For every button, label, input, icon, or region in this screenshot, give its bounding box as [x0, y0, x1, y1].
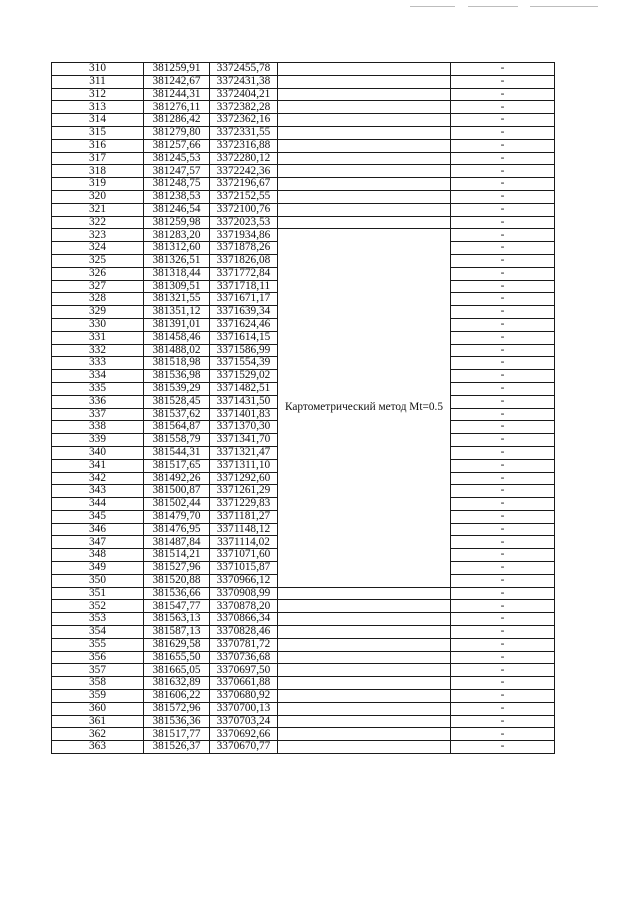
- coord-y: 3371071,60: [210, 549, 278, 562]
- point-number: 333: [52, 357, 144, 370]
- coord-y: 3371311,10: [210, 459, 278, 472]
- coord-y: 3372023,53: [210, 216, 278, 229]
- note-cell: -: [451, 549, 555, 562]
- note-cell: -: [451, 63, 555, 76]
- coord-y: 3370692,66: [210, 728, 278, 741]
- coord-y: 3370781,72: [210, 638, 278, 651]
- point-number: 318: [52, 165, 144, 178]
- note-cell: -: [451, 88, 555, 101]
- note-cell: -: [451, 75, 555, 88]
- coord-y: 3370878,20: [210, 600, 278, 613]
- coord-y: 3371261,29: [210, 485, 278, 498]
- coord-x: 381536,66: [144, 587, 210, 600]
- coord-x: 381283,20: [144, 229, 210, 242]
- point-number: 345: [52, 510, 144, 523]
- method-empty-cell: [278, 178, 451, 191]
- coord-x: 381244,31: [144, 88, 210, 101]
- coord-y: 3371341,70: [210, 434, 278, 447]
- note-cell: -: [451, 370, 555, 383]
- point-number: 315: [52, 126, 144, 139]
- coord-x: 381558,79: [144, 434, 210, 447]
- coord-y: 3371015,87: [210, 562, 278, 575]
- method-empty-cell: [278, 587, 451, 600]
- coord-x: 381526,37: [144, 741, 210, 754]
- coord-x: 381492,26: [144, 472, 210, 485]
- table-row: [52, 216, 555, 229]
- table-row: [52, 600, 555, 613]
- point-number: 361: [52, 715, 144, 728]
- coord-x: 381528,45: [144, 395, 210, 408]
- method-empty-cell: [278, 216, 451, 229]
- point-number: 321: [52, 203, 144, 216]
- coord-y: 3372100,76: [210, 203, 278, 216]
- coord-y: 3371826,08: [210, 254, 278, 267]
- coord-x: 381520,88: [144, 574, 210, 587]
- table-row: [52, 702, 555, 715]
- point-number: 356: [52, 651, 144, 664]
- table-row: [52, 651, 555, 664]
- point-number: 362: [52, 728, 144, 741]
- table-row: [52, 715, 555, 728]
- note-cell: -: [451, 254, 555, 267]
- coord-y: 3372455,78: [210, 63, 278, 76]
- method-empty-cell: [278, 75, 451, 88]
- coord-y: 3371148,12: [210, 523, 278, 536]
- coord-y: 3372331,55: [210, 126, 278, 139]
- table-row: [52, 63, 555, 76]
- coord-x: 381248,75: [144, 178, 210, 191]
- note-cell: -: [451, 114, 555, 127]
- method-empty-cell: [278, 690, 451, 703]
- method-empty-cell: [278, 126, 451, 139]
- point-number: 344: [52, 498, 144, 511]
- point-number: 343: [52, 485, 144, 498]
- coord-x: 381351,12: [144, 306, 210, 319]
- coord-y: 3371772,84: [210, 267, 278, 280]
- method-empty-cell: [278, 613, 451, 626]
- coord-y: 3371431,50: [210, 395, 278, 408]
- point-number: 349: [52, 562, 144, 575]
- note-cell: -: [451, 421, 555, 434]
- coord-x: 381632,89: [144, 677, 210, 690]
- note-cell: -: [451, 715, 555, 728]
- table-row: [52, 114, 555, 127]
- coord-y: 3372316,88: [210, 139, 278, 152]
- coord-x: 381286,42: [144, 114, 210, 127]
- note-cell: -: [451, 152, 555, 165]
- coord-y: 3371614,15: [210, 331, 278, 344]
- coord-y: 3372152,55: [210, 190, 278, 203]
- point-number: 331: [52, 331, 144, 344]
- note-cell: -: [451, 306, 555, 319]
- method-empty-cell: [278, 664, 451, 677]
- coord-x: 381518,98: [144, 357, 210, 370]
- note-cell: -: [451, 498, 555, 511]
- note-cell: -: [451, 677, 555, 690]
- point-number: 346: [52, 523, 144, 536]
- coord-y: 3370680,92: [210, 690, 278, 703]
- point-number: 312: [52, 88, 144, 101]
- point-number: 334: [52, 370, 144, 383]
- coord-y: 3371878,26: [210, 242, 278, 255]
- point-number: 330: [52, 318, 144, 331]
- coord-x: 381259,91: [144, 63, 210, 76]
- coord-y: 3371554,39: [210, 357, 278, 370]
- point-number: 341: [52, 459, 144, 472]
- method-empty-cell: [278, 638, 451, 651]
- point-number: 323: [52, 229, 144, 242]
- note-cell: -: [451, 357, 555, 370]
- table-row: [52, 690, 555, 703]
- note-cell: -: [451, 318, 555, 331]
- note-cell: -: [451, 702, 555, 715]
- coord-x: 381564,87: [144, 421, 210, 434]
- point-number: 357: [52, 664, 144, 677]
- note-cell: -: [451, 139, 555, 152]
- method-empty-cell: [278, 190, 451, 203]
- method-empty-cell: [278, 88, 451, 101]
- method-empty-cell: [278, 63, 451, 76]
- coord-x: 381238,53: [144, 190, 210, 203]
- coord-y: 3371229,83: [210, 498, 278, 511]
- coord-y: 3372362,16: [210, 114, 278, 127]
- coordinates-table: [51, 62, 555, 754]
- coord-y: 3370966,12: [210, 574, 278, 587]
- point-number: 320: [52, 190, 144, 203]
- table-row: [52, 728, 555, 741]
- point-number: 339: [52, 434, 144, 447]
- point-number: 355: [52, 638, 144, 651]
- note-cell: -: [451, 664, 555, 677]
- coord-x: 381318,44: [144, 267, 210, 280]
- point-number: 348: [52, 549, 144, 562]
- note-cell: -: [451, 165, 555, 178]
- method-empty-cell: [278, 741, 451, 754]
- coord-x: 381537,62: [144, 408, 210, 421]
- coord-y: 3370866,34: [210, 613, 278, 626]
- point-number: 338: [52, 421, 144, 434]
- table-row: [52, 178, 555, 191]
- note-cell: -: [451, 651, 555, 664]
- point-number: 354: [52, 626, 144, 639]
- table-row: [52, 190, 555, 203]
- method-cell: Картометрический метод Mt=0.5: [278, 229, 451, 587]
- coord-x: 381502,44: [144, 498, 210, 511]
- coord-x: 381391,01: [144, 318, 210, 331]
- point-number: 353: [52, 613, 144, 626]
- point-number: 316: [52, 139, 144, 152]
- point-number: 337: [52, 408, 144, 421]
- note-cell: -: [451, 728, 555, 741]
- coord-y: 3371934,86: [210, 229, 278, 242]
- note-cell: -: [451, 408, 555, 421]
- note-cell: -: [451, 293, 555, 306]
- point-number: 363: [52, 741, 144, 754]
- coord-y: 3370908,99: [210, 587, 278, 600]
- note-cell: -: [451, 459, 555, 472]
- table-row: [52, 152, 555, 165]
- coord-x: 381527,96: [144, 562, 210, 575]
- coord-y: 3371639,34: [210, 306, 278, 319]
- note-cell: -: [451, 229, 555, 242]
- note-cell: -: [451, 626, 555, 639]
- point-number: 311: [52, 75, 144, 88]
- coord-x: 381487,84: [144, 536, 210, 549]
- note-cell: -: [451, 382, 555, 395]
- coord-y: 3371114,02: [210, 536, 278, 549]
- coord-x: 381563,13: [144, 613, 210, 626]
- coord-x: 381488,02: [144, 344, 210, 357]
- coord-x: 381247,57: [144, 165, 210, 178]
- coord-x: 381479,70: [144, 510, 210, 523]
- note-cell: -: [451, 690, 555, 703]
- coord-x: 381500,87: [144, 485, 210, 498]
- coord-x: 381458,46: [144, 331, 210, 344]
- method-empty-cell: [278, 152, 451, 165]
- coord-y: 3370736,68: [210, 651, 278, 664]
- note-cell: -: [451, 562, 555, 575]
- coord-y: 3370670,77: [210, 741, 278, 754]
- note-cell: -: [451, 434, 555, 447]
- table-row: [52, 139, 555, 152]
- note-cell: -: [451, 600, 555, 613]
- note-cell: -: [451, 638, 555, 651]
- coord-x: 381514,21: [144, 549, 210, 562]
- note-cell: -: [451, 574, 555, 587]
- point-number: 342: [52, 472, 144, 485]
- point-number: 351: [52, 587, 144, 600]
- coord-x: 381536,98: [144, 370, 210, 383]
- coord-x: 381547,77: [144, 600, 210, 613]
- point-number: 359: [52, 690, 144, 703]
- coord-y: 3371718,11: [210, 280, 278, 293]
- coordinates-table-body: [52, 63, 555, 754]
- coord-x: 381245,53: [144, 152, 210, 165]
- point-number: 329: [52, 306, 144, 319]
- method-empty-cell: [278, 702, 451, 715]
- note-cell: -: [451, 587, 555, 600]
- table-row: [52, 165, 555, 178]
- table-row: [52, 101, 555, 114]
- table-row: [52, 741, 555, 754]
- table-row: [52, 613, 555, 626]
- method-empty-cell: [278, 728, 451, 741]
- note-cell: -: [451, 446, 555, 459]
- note-cell: -: [451, 280, 555, 293]
- table-row: [52, 88, 555, 101]
- note-cell: -: [451, 101, 555, 114]
- scan-artifact: [410, 6, 455, 7]
- method-empty-cell: [278, 139, 451, 152]
- note-cell: -: [451, 523, 555, 536]
- note-cell: -: [451, 126, 555, 139]
- note-cell: -: [451, 510, 555, 523]
- coord-y: 3371370,30: [210, 421, 278, 434]
- coord-x: 381309,51: [144, 280, 210, 293]
- coord-x: 381246,54: [144, 203, 210, 216]
- table-row: [52, 626, 555, 639]
- method-empty-cell: [278, 114, 451, 127]
- point-number: 324: [52, 242, 144, 255]
- coord-y: 3370703,24: [210, 715, 278, 728]
- note-cell: -: [451, 741, 555, 754]
- method-empty-cell: [278, 101, 451, 114]
- coord-y: 3372196,67: [210, 178, 278, 191]
- coord-y: 3371671,17: [210, 293, 278, 306]
- coord-y: 3372382,28: [210, 101, 278, 114]
- note-cell: -: [451, 178, 555, 191]
- coord-y: 3370661,88: [210, 677, 278, 690]
- note-cell: -: [451, 485, 555, 498]
- method-empty-cell: [278, 600, 451, 613]
- method-empty-cell: [278, 626, 451, 639]
- point-number: 322: [52, 216, 144, 229]
- coord-x: 381276,11: [144, 101, 210, 114]
- point-number: 360: [52, 702, 144, 715]
- table-row: [52, 75, 555, 88]
- note-cell: -: [451, 536, 555, 549]
- coord-x: 381517,77: [144, 728, 210, 741]
- coord-y: 3371292,60: [210, 472, 278, 485]
- table-row: [52, 664, 555, 677]
- method-empty-cell: [278, 165, 451, 178]
- coord-x: 381606,22: [144, 690, 210, 703]
- note-cell: -: [451, 190, 555, 203]
- coord-y: 3370828,46: [210, 626, 278, 639]
- coord-x: 381572,96: [144, 702, 210, 715]
- scan-artifact: [468, 6, 518, 7]
- point-number: 328: [52, 293, 144, 306]
- coord-x: 381476,95: [144, 523, 210, 536]
- coord-x: 381629,58: [144, 638, 210, 651]
- method-empty-cell: [278, 677, 451, 690]
- note-cell: -: [451, 331, 555, 344]
- point-number: 325: [52, 254, 144, 267]
- coord-y: 3371586,99: [210, 344, 278, 357]
- coord-y: 3371181,27: [210, 510, 278, 523]
- point-number: 332: [52, 344, 144, 357]
- coord-x: 381279,80: [144, 126, 210, 139]
- coord-x: 381517,65: [144, 459, 210, 472]
- coord-y: 3372404,21: [210, 88, 278, 101]
- coord-x: 381544,31: [144, 446, 210, 459]
- coord-x: 381587,13: [144, 626, 210, 639]
- method-empty-cell: [278, 651, 451, 664]
- coord-y: 3371321,47: [210, 446, 278, 459]
- point-number: 313: [52, 101, 144, 114]
- table-row: [52, 126, 555, 139]
- coord-y: 3371529,02: [210, 370, 278, 383]
- coord-x: 381257,66: [144, 139, 210, 152]
- coord-x: 381665,05: [144, 664, 210, 677]
- table-row: [52, 638, 555, 651]
- point-number: 340: [52, 446, 144, 459]
- point-number: 358: [52, 677, 144, 690]
- coord-x: 381312,60: [144, 242, 210, 255]
- note-cell: -: [451, 216, 555, 229]
- note-cell: -: [451, 203, 555, 216]
- coord-y: 3370697,50: [210, 664, 278, 677]
- note-cell: -: [451, 613, 555, 626]
- point-number: 327: [52, 280, 144, 293]
- point-number: 314: [52, 114, 144, 127]
- table-row: [52, 229, 555, 242]
- point-number: 335: [52, 382, 144, 395]
- coord-x: 381536,36: [144, 715, 210, 728]
- coord-x: 381242,67: [144, 75, 210, 88]
- method-empty-cell: [278, 203, 451, 216]
- coord-x: 381655,50: [144, 651, 210, 664]
- coord-y: 3372431,38: [210, 75, 278, 88]
- method-empty-cell: [278, 715, 451, 728]
- point-number: 336: [52, 395, 144, 408]
- point-number: 352: [52, 600, 144, 613]
- coord-x: 381326,51: [144, 254, 210, 267]
- point-number: 350: [52, 574, 144, 587]
- point-number: 319: [52, 178, 144, 191]
- coord-y: 3372242,36: [210, 165, 278, 178]
- note-cell: -: [451, 472, 555, 485]
- coord-y: 3371624,46: [210, 318, 278, 331]
- coord-y: 3370700,13: [210, 702, 278, 715]
- table-row: [52, 203, 555, 216]
- point-number: 347: [52, 536, 144, 549]
- note-cell: -: [451, 344, 555, 357]
- table-row: [52, 677, 555, 690]
- note-cell: -: [451, 395, 555, 408]
- coord-x: 381259,98: [144, 216, 210, 229]
- note-cell: -: [451, 242, 555, 255]
- point-number: 317: [52, 152, 144, 165]
- coord-y: 3371401,83: [210, 408, 278, 421]
- coord-x: 381539,29: [144, 382, 210, 395]
- point-number: 310: [52, 63, 144, 76]
- note-cell: -: [451, 267, 555, 280]
- coord-y: 3372280,12: [210, 152, 278, 165]
- coord-x: 381321,55: [144, 293, 210, 306]
- scan-artifact: [530, 6, 598, 7]
- point-number: 326: [52, 267, 144, 280]
- table-row: [52, 587, 555, 600]
- coord-y: 3371482,51: [210, 382, 278, 395]
